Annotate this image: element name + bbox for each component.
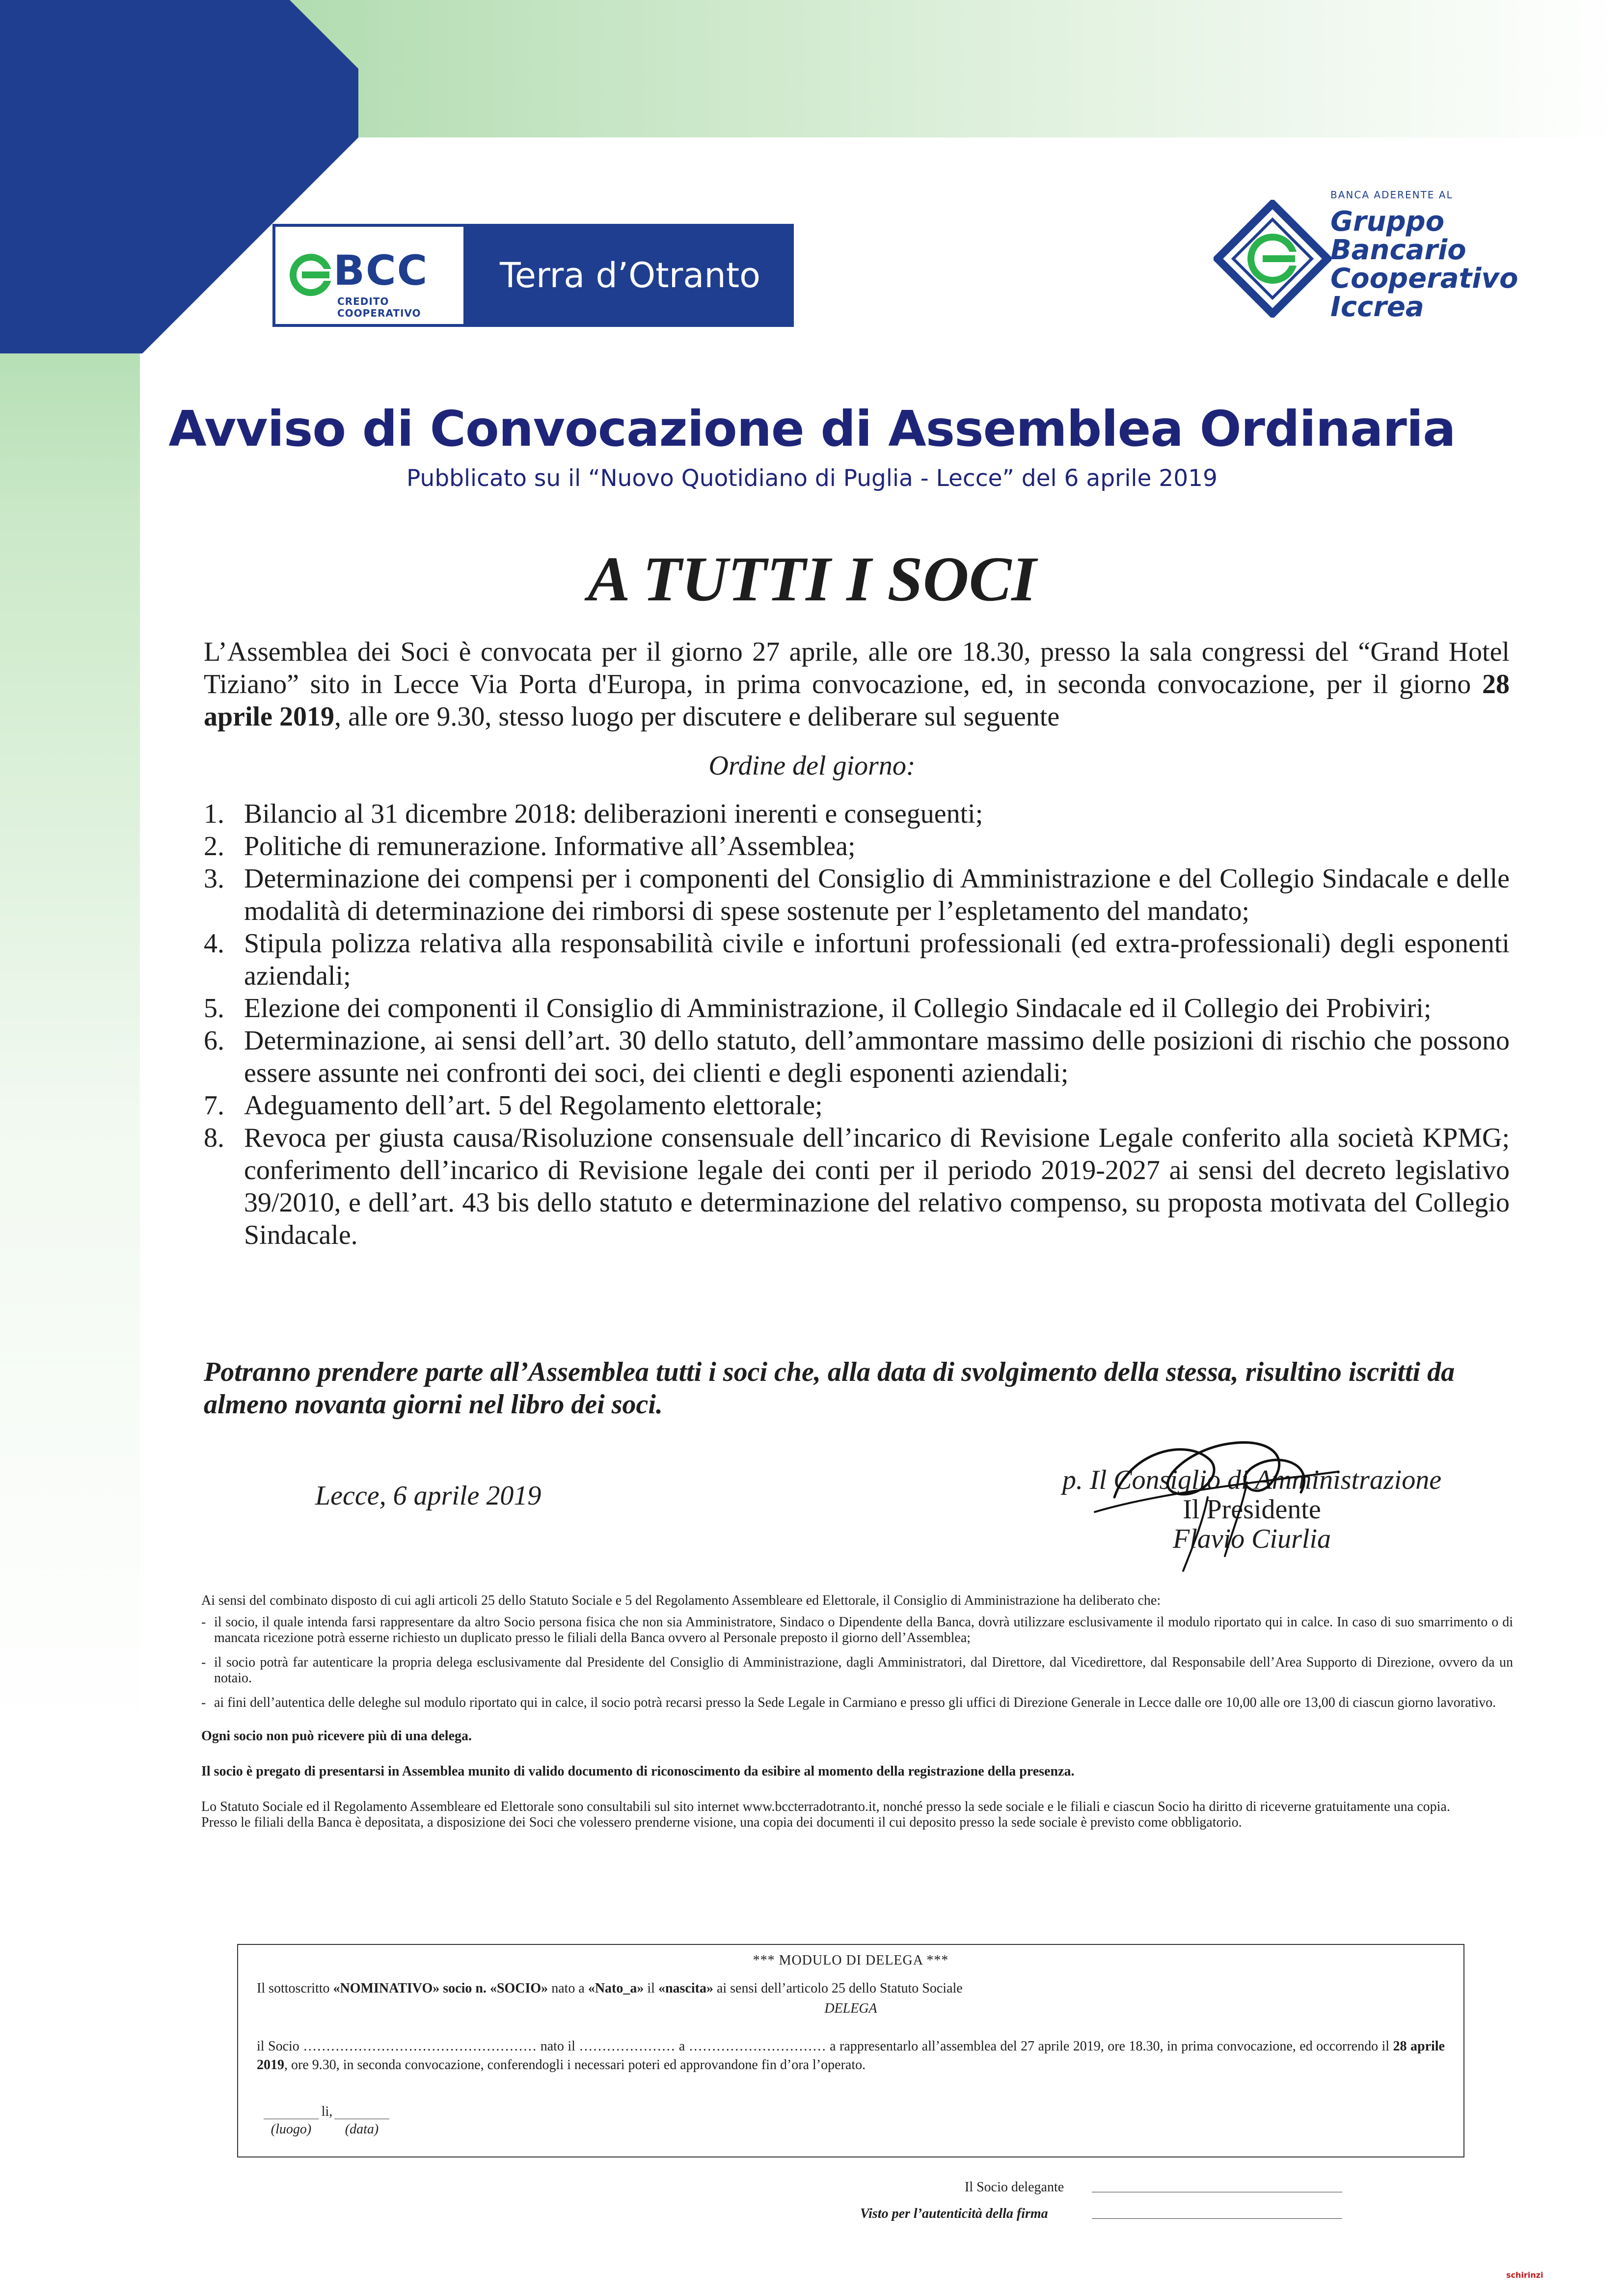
nato-a-field: «Nato_a» <box>588 1981 644 1996</box>
form-text: Il sottoscritto <box>257 1981 333 1996</box>
agenda-item <box>204 927 1510 992</box>
agenda-item-text: Revoca per giusta causa/Risoluzione consensuale dell’incarico di Revisione Legale conferito alla società KPMG; conferimento dell’incarico di Revisione legale dei conti per il periodo 2019-2027 ai sensi del decreto legislativo 39/2010, e dell’art. 43 bis dello statuto e determinazione del relativo compenso, su proposta motivata del Collegio Sindacale. <box>244 1123 1510 1250</box>
agenda-item <box>204 830 1510 862</box>
agenda-item-text: Stipula polizza relativa alla responsabilità civile e infortuni professionali (ed extra-professionali) degli esponenti aziendali; <box>244 928 1510 991</box>
iccrea-member-caption: BANCA ADERENTE AL <box>1330 189 1453 201</box>
convocation-text-end: , alle ore 9.30, stesso luogo per discutere e deliberare sul seguente <box>334 701 1060 732</box>
agenda-item-text: Adeguamento dell’art. 5 del Regolamento elettorale; <box>244 1090 823 1121</box>
notes-bullet-text: il socio, il quale intenda farsi rappresentare da altro Socio persona fisica che non sia Amministratore, Sindaco o Dipendente della Banca, dovrà utilizzare esclusivamente il modulo riportato qui in calce. In caso di suo smarrimento o di mancata ricezione potrà esserne richiesto un duplicato presso le filiali della Banca ovvero al Personale preposto il giorno dell’Assemblea; <box>214 1615 1513 1645</box>
bcc-icon <box>286 250 335 299</box>
bcc-bank-name-panel <box>466 224 794 327</box>
form-second-call-date: 28 aprile 2019 <box>257 2039 1445 2073</box>
agenda-item-text: Determinazione, ai sensi dell’art. 30 dello statuto, dell’ammontare massimo delle posizioni di rischio che possono essere assunte nei confronti dei soci, dei clienti e degli esponenti aziendali; <box>244 1025 1510 1088</box>
green-side-strip <box>0 137 140 2291</box>
agenda-item <box>204 798 1510 830</box>
notice-title: Avviso di Convocazione di Assemblea Ordinaria <box>168 400 1456 458</box>
convocation-text: L’Assemblea dei Soci è convocata per il giorno 27 aprile, alle ore 18.30, presso la sala congressi del “Grand Hotel Tiziano” sito in Lecce Via Porta d'Europa, in prima convocazione, ed, in seconda convocazione, per il giorno <box>204 637 1510 700</box>
agenda-item-number: 5. <box>204 993 224 1024</box>
place-caption: (luogo) <box>271 2122 312 2137</box>
place-date-fields <box>261 2104 393 2137</box>
form-text: nato a <box>548 1981 588 1996</box>
one-proxy-rule: Ogni socio non può ricevere più di una delega. <box>201 1728 472 1744</box>
proxy-form-delegate-line <box>257 2037 1445 2075</box>
notes-bullet-text: il socio potrà far autenticare la propria delega esclusivamente dal Presidente del Consiglio di Amministrazione, dagli Amministratori, dal Direttore, dal Vicedirettore, dal Responsabile dell’Area Supporto di Direzione, ovvero da un notaio. <box>214 1655 1513 1686</box>
iccrea-diamond-icon <box>1214 200 1331 318</box>
iccrea-name-line: Bancario <box>1330 234 1466 266</box>
bcc-terra-dotranto-logo <box>272 224 794 327</box>
form-text: ai sensi dell’articolo 25 dello Statuto Sociale <box>713 1981 963 1996</box>
agenda-item-number: 8. <box>204 1123 224 1153</box>
agenda-item <box>204 862 1510 927</box>
notice-subtitle: Pubblicato su il “Nuovo Quotidiano di Puglia - Lecce” del 6 aprile 2019 <box>406 465 1218 492</box>
form-text: il <box>644 1981 658 1996</box>
agenda-item-text: Politiche di remunerazione. Informative all’Assemblea; <box>244 831 856 862</box>
agenda-item-number: 6. <box>204 1025 224 1056</box>
id-document-rule: Il socio è pregato di presentarsi in Assemblea munito di valido documento di riconoscimento da esibire al momento della registrazione della presenza. <box>201 1764 1075 1779</box>
convocation-paragraph <box>204 636 1510 733</box>
authentication-signature-line[interactable] <box>1092 2218 1342 2219</box>
signer-name: Flavio Ciurlia <box>1173 1524 1331 1554</box>
printer-mark: schirinzi <box>1506 2270 1543 2280</box>
agenda-list <box>204 798 1510 1251</box>
agenda-item <box>204 992 1510 1024</box>
delegating-member-label: Il Socio delegante <box>965 2180 1064 2195</box>
agenda-item-text: Bilancio al 31 dicembre 2018: deliberazioni inerenti e conseguenti; <box>244 799 983 829</box>
authentication-label: Visto per l’autenticità della firma <box>860 2206 1048 2221</box>
agenda-heading: Ordine del giorno: <box>708 751 916 781</box>
agenda-item-number: 2. <box>204 831 224 862</box>
second-call-date: 28 aprile 2019 <box>204 669 1510 732</box>
form-text: il Socio …………………………………………… nato il ………………… a ………………………… a rappresentarlo all’assemblea del 27 aprile 2019, ore 18.30, in prima convocazione, ed occorrendo il <box>257 2039 1393 2054</box>
agenda-item-text: Elezione dei componenti il Consiglio di Amministrazione, il Collegio Sindacale ed il Collegio dei Probiviri; <box>244 993 1432 1024</box>
proxy-form-heading: *** MODULO DI DELEGA *** <box>753 1953 949 1968</box>
notes-intro: Ai sensi del combinato disposto di cui agli articoli 25 dello Statuto Sociale e 5 del Regolamento Assembleare ed Elettorale, il Consiglio di Amministrazione ha deliberato che: <box>201 1593 1161 1608</box>
notes-bullet-text: ai fini dell’autentica delle deleghe sul modulo riportato qui in calce, il socio potrà recarsi presso la Sede Legale in Carmiano e presso gli uffici di Direzione Generale in Lecce dalle ore 10,00 alle ore 13,00 di ciascun giorno lavorativo. <box>214 1695 1496 1710</box>
agenda-item <box>204 1089 1510 1122</box>
signer-role: Il Presidente <box>1183 1494 1321 1525</box>
nominativo-field: «NOMINATIVO» <box>333 1981 440 1996</box>
notice-headline: A TUTTI I SOCI <box>588 544 1036 615</box>
iccrea-name-line: Gruppo <box>1330 206 1445 238</box>
bcc-logo-mark <box>272 224 466 327</box>
signer-body: p. Il Consiglio di Amministrazione <box>1062 1465 1442 1495</box>
handwritten-signature <box>1085 1424 1340 1581</box>
nascita-field: «nascita» <box>658 1981 713 1996</box>
form-text: , ore 9.30, in seconda convocazione, conferendogli i necessari poteri ed approvandone fin d’ora l’operato. <box>284 2057 866 2073</box>
iccrea-group-logo <box>1214 189 1567 326</box>
agenda-item-text: Determinazione dei compensi per i componenti del Consiglio di Amministrazione e del Collegio Sindacale e delle modalità di determinazione dei rimborsi di spese sostenute per l’espletamento del mandato; <box>244 863 1510 926</box>
socio-field: «SOCIO» <box>489 1981 548 1996</box>
bullet-mark: - <box>201 1655 206 1670</box>
proxy-form <box>237 1944 1464 2157</box>
iccrea-name-line: Iccrea <box>1330 291 1424 323</box>
agenda-item <box>204 1024 1510 1089</box>
agenda-item-number: 7. <box>204 1090 224 1121</box>
date-caption: (data) <box>345 2122 379 2137</box>
proxy-form-grantor-line <box>257 1981 963 1996</box>
proxy-notes <box>201 1593 1513 1831</box>
agenda-item <box>204 1122 1510 1251</box>
bcc-bank-name: Terra d’Otranto <box>500 255 760 296</box>
bullet-mark: - <box>201 1695 206 1710</box>
iccrea-name-line: Cooperativo <box>1330 263 1518 295</box>
notes-bullet <box>201 1615 1513 1646</box>
statuto-availability: Lo Statuto Sociale ed il Regolamento Assembleare ed Elettorale sono consultabili sul sito internet www.bccterradotranto.it, nonché presso la sede sociale e le filiali e ciascun Socio ha diritto di riceverne gratuitamente una copia. <box>201 1799 1450 1814</box>
notes-bullet <box>201 1655 1513 1686</box>
agenda-item-number: 4. <box>204 928 224 959</box>
bullet-mark: - <box>201 1615 206 1630</box>
notes-bullet <box>201 1695 1513 1711</box>
bcc-brand-text: BCC <box>333 246 429 295</box>
form-text: socio n. <box>439 1981 490 1996</box>
agenda-item-number: 3. <box>204 863 224 894</box>
delega-label: DELEGA <box>824 2001 877 2016</box>
place-and-date: Lecce, 6 aprile 2019 <box>315 1481 541 1511</box>
bcc-tagline: CREDITO COOPERATIVO <box>337 296 421 319</box>
documents-deposit: Presso le filiali della Banca è depositata, a disposizione dei Soci che volessero prenderne visione, una copia dei documenti il cui deposito presso la sede sociale è previsto come obbligatorio. <box>201 1815 1242 1830</box>
iccrea-group-name <box>1330 208 1518 322</box>
eligibility-statement: Potranno prendere parte all’Assemblea tutti i soci che, alla data di svolgimento della stessa, risultino iscritti da almeno novanta giorni nel libro dei soci. <box>204 1357 1455 1420</box>
agenda-item-number: 1. <box>204 799 224 829</box>
place-date-marker: li, <box>321 2104 333 2119</box>
